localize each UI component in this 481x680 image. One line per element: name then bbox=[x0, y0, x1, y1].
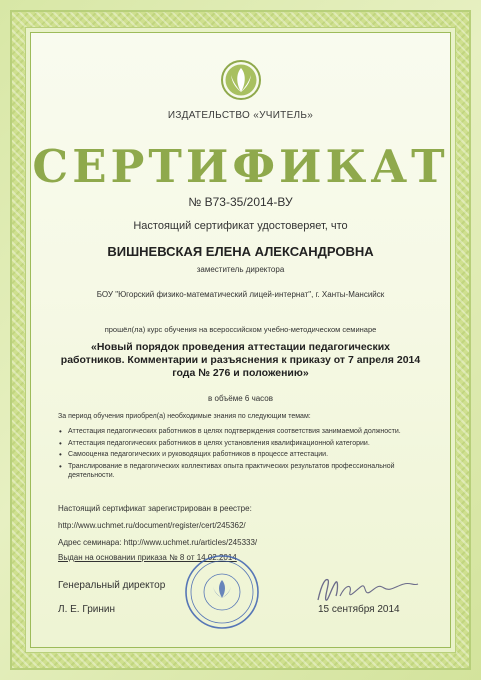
registry-heading: Настоящий сертификат зарегистрирован в реестре: bbox=[58, 504, 252, 513]
official-stamp bbox=[183, 553, 261, 631]
recipient-name: ВИШНЕВСКАЯ ЕЛЕНА АЛЕКСАНДРОВНА bbox=[107, 244, 374, 259]
issue-date: 15 сентября 2014 bbox=[318, 604, 400, 615]
list-item: • Аттестация педагогических работников в целях подтверждения соответствия занимаемой должности. bbox=[58, 427, 433, 437]
course-hours: в объёме 6 часов bbox=[208, 394, 273, 403]
list-item: • Транслирование в педагогических коллективах опыта практических результатов профессиональной деятельности. bbox=[58, 462, 433, 481]
certifies-text: Настоящий сертификат удостоверяет, что bbox=[133, 220, 348, 232]
seminar-address: Адрес семинара: http://www.uchmet.ru/articles/245333/ bbox=[58, 538, 258, 547]
registry-url: http://www.uchmet.ru/document/register/cert/245362/ bbox=[58, 521, 246, 530]
publisher-logo-icon bbox=[220, 59, 262, 101]
recipient-organization: БОУ "Югорский физико-математический лицей-интернат", г. Ханты-Мансийск bbox=[96, 290, 385, 299]
certificate-number: № В73-35/2014-ВУ bbox=[188, 195, 293, 209]
director-title: Генеральный директор bbox=[58, 580, 166, 591]
recipient-position: заместитель директора bbox=[196, 265, 285, 274]
certificate-content bbox=[30, 32, 451, 648]
issued-basis: Выдан на основании приказа № 8 от 14.02.2014 bbox=[58, 553, 237, 562]
list-item: • Аттестация педагогических работников в целях установления квалификационной категории. bbox=[58, 439, 433, 449]
topics-heading: За период обучения приобрел(а) необходимые знания по следующим темам: bbox=[58, 413, 311, 420]
list-item: • Самооценка педагогических и руководящих работников в процессе аттестации. bbox=[58, 450, 433, 460]
director-signature bbox=[312, 572, 422, 608]
completion-text: прошёл(ла) курс обучения на всероссийском учебно-методическом семинаре bbox=[104, 325, 377, 334]
topics-list bbox=[58, 427, 433, 483]
director-name: Л. Е. Гринин bbox=[58, 604, 115, 615]
certificate-title: СЕРТИФИКАТ bbox=[32, 140, 449, 193]
seminar-title: «Новый порядок проведения аттестации педагогических работников. Комментарии и разъяснения к приказу от 7 апреля 2014 года № 276 и положению» bbox=[60, 341, 421, 379]
publisher-name: ИЗДАТЕЛЬСТВО «УЧИТЕЛЬ» bbox=[167, 110, 314, 121]
